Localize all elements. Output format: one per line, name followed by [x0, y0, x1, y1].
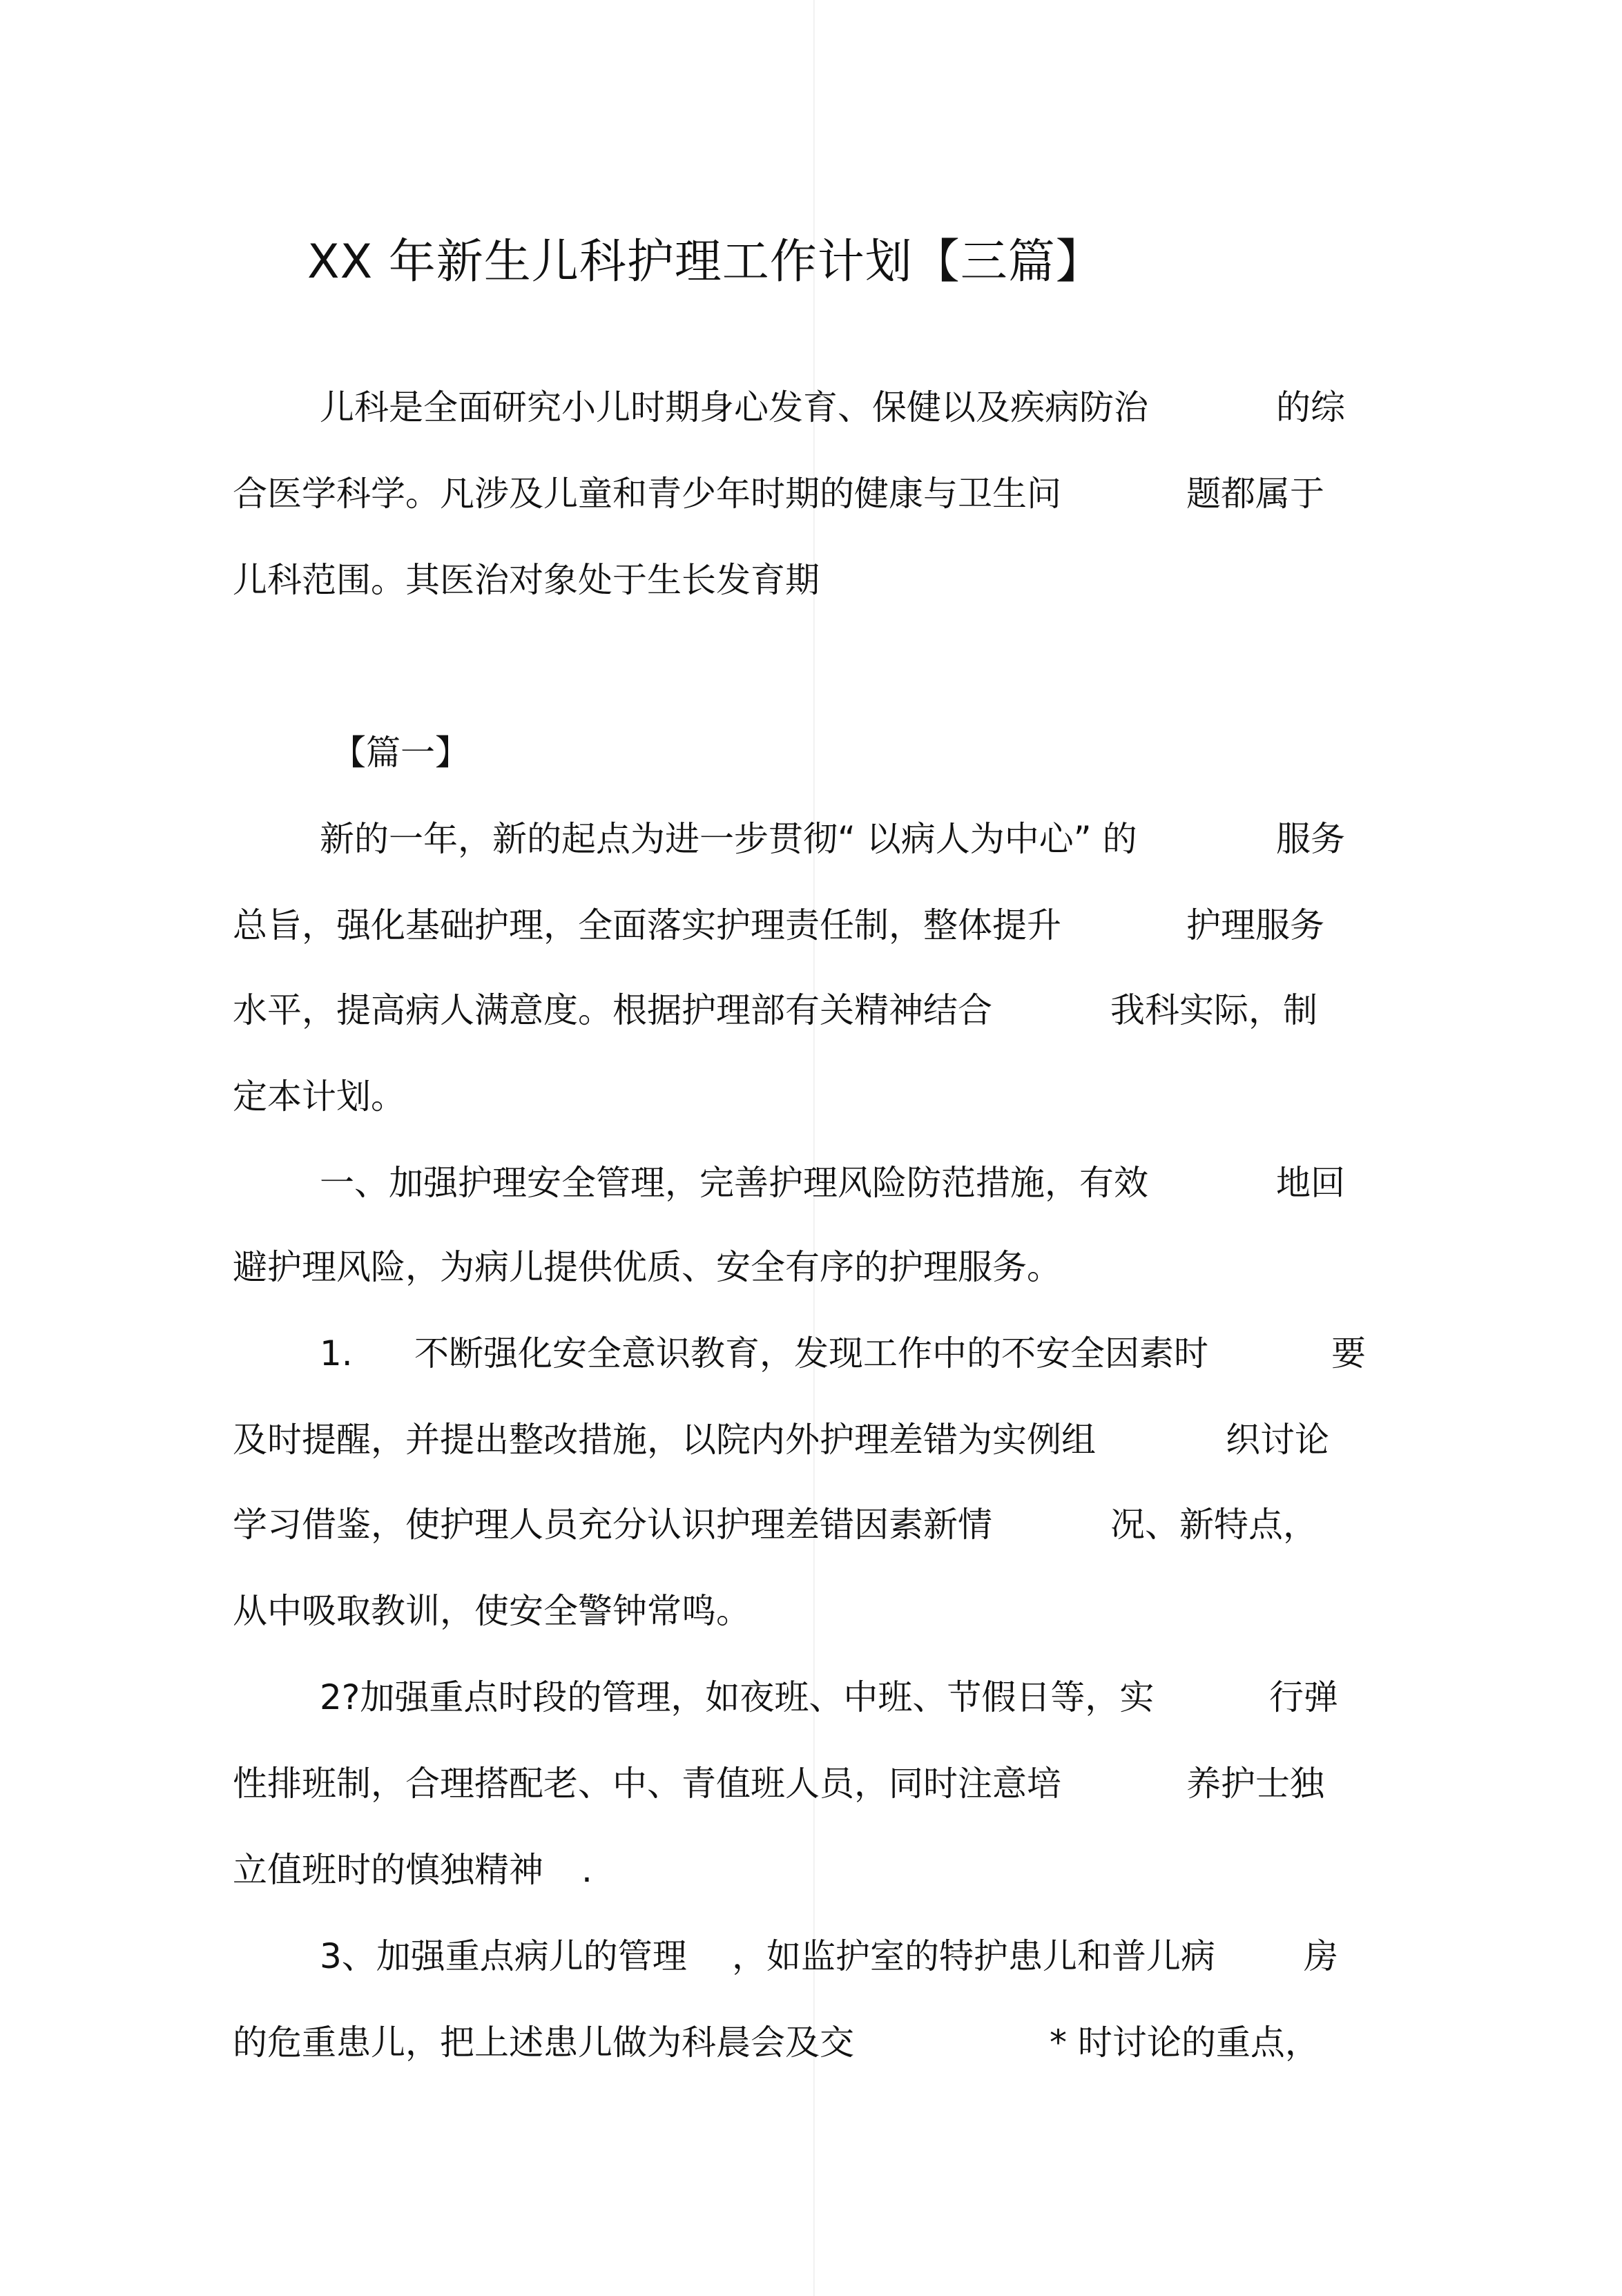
body-line — [0, 901, 1622, 949]
intro-line-3 — [0, 556, 1622, 604]
text-segment: 的综 — [1276, 387, 1345, 427]
text-segment: 避护理风险，为病儿提供优质、安全有序的护理服务。 — [233, 1247, 1061, 1287]
text-segment: 定本计划。 — [233, 1077, 405, 1117]
text-segment: . — [581, 1850, 592, 1890]
body-line — [0, 1159, 1622, 1207]
body-line — [0, 1587, 1622, 1635]
document-title: XX 年新生儿科护理工作计划【三篇】 — [307, 235, 1103, 289]
text-segment: 从中吸取教训，使安全警钟常鸣。 — [233, 1591, 751, 1631]
text-segment: 学习借鉴，使护理人员充分认识护理差错因素新情 — [233, 1505, 992, 1545]
text-segment: 立值班时的慎独精神 — [233, 1850, 543, 1890]
body-line — [0, 815, 1622, 863]
text-segment: 儿科范围。其医治对象处于生长发育期 — [233, 560, 820, 600]
text-segment: 况、新特点， — [1110, 1505, 1317, 1545]
text-segment: 新的一年，新的起点为进一步贯彻“ 以病人为中心” 的 — [320, 819, 1137, 859]
text-segment: 地回 — [1276, 1163, 1345, 1203]
text-segment: 一、加强护理安全管理，完善护理风险防范措施，有效 — [320, 1163, 1148, 1203]
text-segment: 行弹 — [1269, 1677, 1338, 1717]
body-line — [0, 1759, 1622, 1808]
text-segment: 【篇一】 — [331, 733, 470, 773]
body-line — [0, 1932, 1622, 1980]
text-segment: 护理服务 — [1186, 905, 1324, 945]
text-segment: 及时提醒，并提出整改措施，以院内外护理差错为实例组 — [233, 1420, 1096, 1460]
intro-line-1 — [0, 383, 1622, 432]
text-segment: 养护士独 — [1186, 1764, 1324, 1804]
text-segment: * 时讨论的重点， — [1050, 2023, 1320, 2063]
body-line — [0, 1329, 1622, 1378]
body-line — [0, 2018, 1622, 2067]
text-segment: 总旨，强化基础护理，全面落实护理责任制，整体提升 — [233, 905, 1061, 945]
text-segment: 1. — [320, 1333, 353, 1373]
body-line — [0, 1501, 1622, 1549]
section-heading — [0, 729, 1622, 777]
text-segment: 织讨论 — [1226, 1420, 1329, 1460]
text-segment: 要 — [1331, 1333, 1366, 1373]
text-segment: 不断强化安全意识教育，发现工作中的不安全因素时 — [414, 1333, 1208, 1373]
text-segment: 2?加强重点时段的管理，如夜班、中班、节假日等，实 — [320, 1677, 1155, 1717]
intro-line-2 — [0, 470, 1622, 518]
text-segment: 题都属于 — [1186, 474, 1324, 514]
text-segment: 儿科是全面研究小儿时期身心发育、保健以及疾病防治 — [320, 387, 1148, 427]
body-line — [0, 1243, 1622, 1291]
text-segment: 性排班制，合理搭配老、中、青值班人员，同时注意培 — [233, 1764, 1061, 1804]
text-segment: 我科实际，制 — [1110, 990, 1317, 1030]
body-line — [0, 1673, 1622, 1721]
text-segment: 房 — [1304, 1936, 1338, 1976]
text-segment: 合医学科学。凡涉及儿童和青少年时期的健康与卫生问 — [233, 474, 1061, 514]
body-line — [0, 1846, 1622, 1894]
text-segment: 3、加强重点病儿的管理 — [320, 1936, 687, 1976]
text-segment: 水平，提高病人满意度。根据护理部有关精神结合 — [233, 990, 992, 1030]
text-segment: ，如监护室的特护患儿和普儿病 — [732, 1936, 1215, 1976]
body-line — [0, 986, 1622, 1034]
text-segment: 服务 — [1276, 819, 1345, 859]
body-line — [0, 1416, 1622, 1464]
body-line — [0, 1072, 1622, 1121]
text-segment: 的危重患儿，把上述患儿做为科晨会及交 — [233, 2023, 854, 2063]
